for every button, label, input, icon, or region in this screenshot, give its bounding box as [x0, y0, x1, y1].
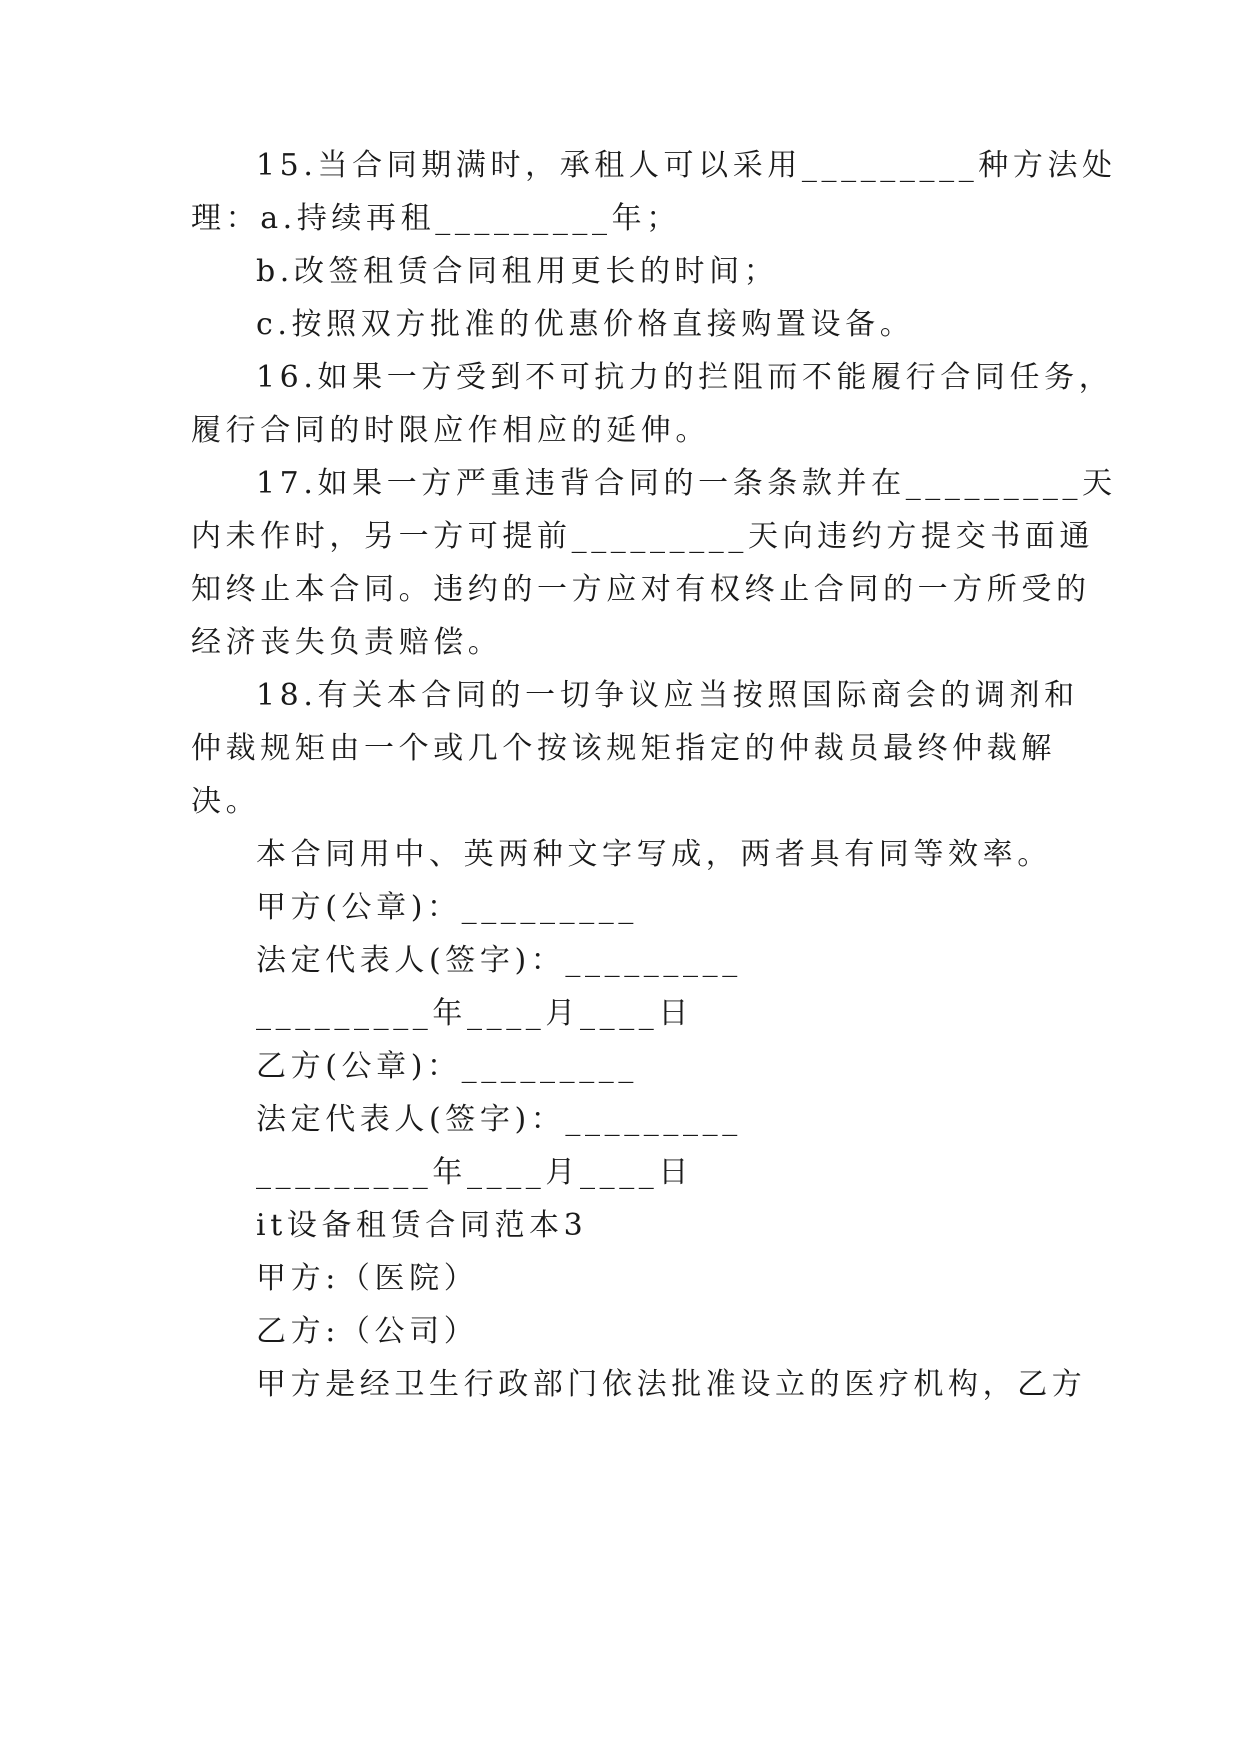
party-a-representative: 法定代表人(签字)：_________: [256, 943, 742, 978]
language-clause: 本合同用中、英两种文字写成，两者具有同等效率。: [256, 837, 1052, 872]
clause-17-line-1: 17.如果一方严重违背合同的一条条款并在_________天: [256, 466, 1117, 501]
section-title: it设备租赁合同范本3: [256, 1208, 588, 1243]
clause-17-line-2: 内未作时，另一方可提前_________天向违约方提交书面通: [191, 519, 1094, 554]
clause-15-option-b: b.改签租赁合同租用更长的时间；: [256, 254, 779, 289]
clause-17-line-4: 经济丧失负责赔偿。: [191, 625, 503, 660]
clause-16-line-1: 16.如果一方受到不可抗力的拦阻而不能履行合同任务，: [256, 360, 1114, 395]
intro-paragraph-line-1: 甲方是经卫生行政部门依法批准设立的医疗机构，乙方: [256, 1367, 1087, 1402]
party-b-name: 乙方:（公司）: [256, 1314, 479, 1349]
party-b-representative: 法定代表人(签字)：_________: [256, 1102, 742, 1137]
party-b-date: _________年____月____日: [256, 1155, 693, 1190]
clause-18-line-3: 决。: [191, 784, 261, 819]
party-a-name: 甲方:（医院）: [256, 1261, 479, 1296]
party-b-seal: 乙方(公章)：_________: [256, 1049, 639, 1084]
clause-16-line-2: 履行合同的时限应作相应的延伸。: [191, 413, 710, 448]
clause-17-line-3: 知终止本合同。违约的一方应对有权终止合同的一方所受的: [191, 572, 1091, 607]
party-a-date: _________年____月____日: [256, 996, 693, 1031]
clause-15-option-c: c.按照双方批准的优惠价格直接购置设备。: [256, 307, 915, 342]
clause-18-line-1: 18.有关本合同的一切争议应当按照国际商会的调剂和: [256, 678, 1079, 713]
clause-15-line-1: 15.当合同期满时，承租人可以采用_________种方法处: [256, 148, 1117, 183]
party-a-seal: 甲方(公章)：_________: [256, 890, 639, 925]
clause-18-line-2: 仲裁规矩由一个或几个按该规矩指定的仲裁员最终仲裁解: [191, 731, 1056, 766]
clause-15-line-2: 理：a.持续再租_________年；: [191, 201, 681, 236]
